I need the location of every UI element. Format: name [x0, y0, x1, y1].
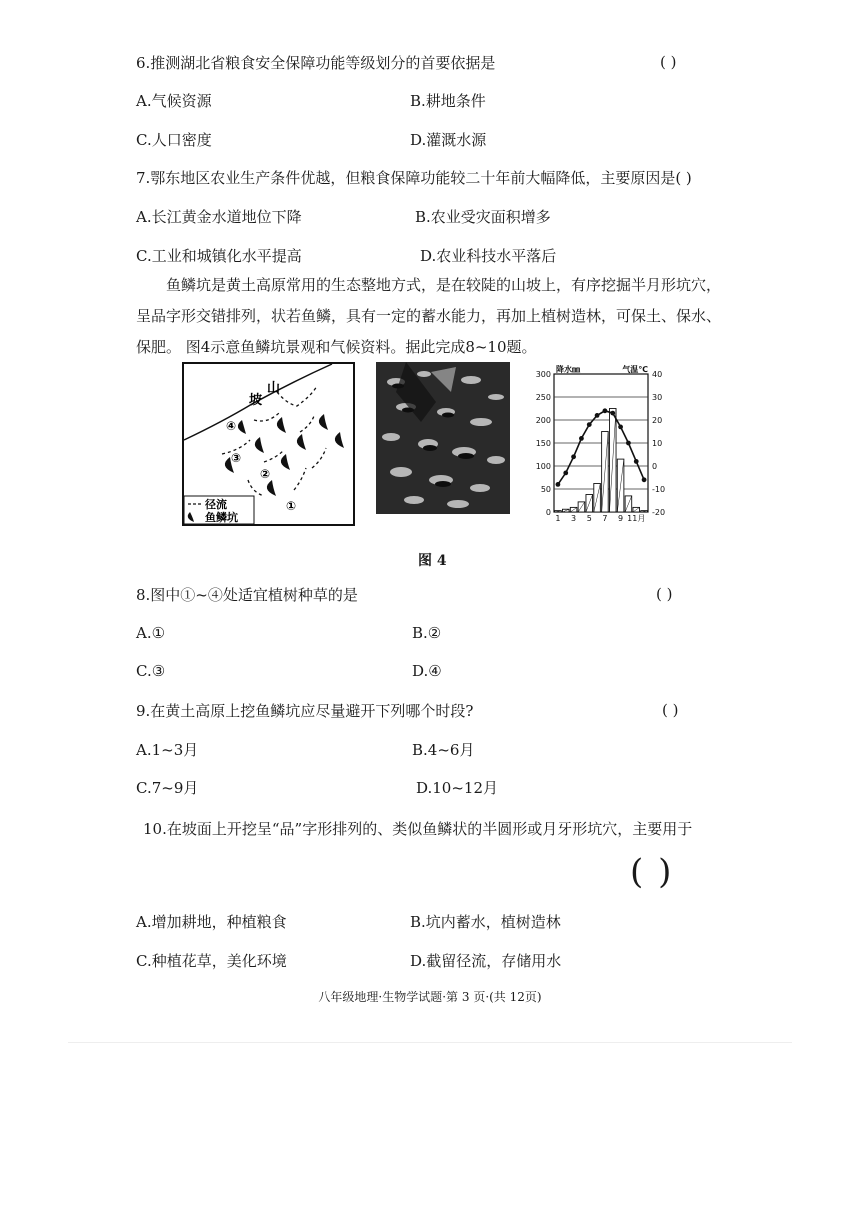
y-right-tick: 0	[652, 462, 658, 471]
q10-option-b: B.坑内蓄水，植树造林	[410, 913, 561, 931]
figure-photo	[376, 362, 510, 514]
q10-option-d: D.截留径流，存储用水	[410, 952, 562, 970]
q8-option-a: A.①	[136, 624, 166, 642]
y-right-tick: -20	[652, 508, 666, 517]
page-divider	[68, 1042, 792, 1043]
x-tick: 5	[586, 514, 592, 523]
figure-climate-chart	[526, 364, 676, 524]
q7-option-c: C.工业和城镇化水平提高	[136, 247, 302, 265]
marker-1: ①	[286, 499, 297, 513]
y-left-tick: 200	[535, 416, 551, 425]
q9-answer-paren: ( )	[662, 701, 679, 719]
x-tick: 11月	[627, 514, 646, 523]
passage: 鱼鳞坑是黄土高原常用的生态整地方式，是在较陡的山坡上，有序挖掘半月形坑穴，呈品字形交错排列，状若鱼鳞，具有一定的蓄水能力，再加上植树造林，可保土、保水、保肥。 图4示意鱼鳞坑景观和气候资料。据此完成8~10题。	[136, 276, 722, 356]
marker-3: ③	[231, 451, 242, 465]
q7-option-d: D.农业科技水平落后	[420, 247, 557, 265]
y-left-tick: 0	[545, 508, 551, 517]
q7-option-a: A.长江黄金水道地位下降	[136, 208, 302, 226]
q10-answer-paren: ( )	[630, 852, 674, 892]
marker-2: ②	[260, 467, 271, 481]
map-mountain-label: 山	[267, 381, 281, 396]
precip-axis-label: 降水㎜	[556, 365, 580, 374]
temperature-point	[579, 436, 584, 441]
q6-option-d: D.灌溉水源	[410, 131, 487, 149]
q10-stem: 10.在坡面上开挖呈“品”字形排列的、类似鱼鳞状的半圆形或月牙形坑穴，主要用于	[143, 820, 693, 838]
q9-option-b: B.4~6月	[412, 741, 475, 759]
q9-option-d: D.10~12月	[416, 779, 499, 797]
figure-caption: 图 4	[418, 553, 447, 569]
q6-stem: 6.推测湖北省粮食安全保障功能等级划分的首要依据是	[136, 54, 496, 72]
temperature-point	[642, 477, 647, 482]
q8-option-c: C.③	[136, 662, 166, 680]
y-right-tick: 40	[652, 370, 663, 379]
y-left-tick: 300	[535, 370, 551, 379]
temperature-point	[618, 425, 623, 430]
q9-stem: 9.在黄土高原上挖鱼鳞坑应尽量避开下列哪个时段?	[136, 702, 474, 720]
x-tick: 7	[602, 514, 608, 523]
q8-stem: 8.图中①~④处适宜植树种草的是	[136, 586, 358, 604]
temperature-point	[587, 422, 592, 427]
temperature-point	[626, 441, 631, 446]
q8-answer-paren: ( )	[656, 585, 673, 603]
legend-pit: 鱼鳞坑	[205, 511, 238, 524]
y-right-tick: 20	[652, 416, 663, 425]
temperature-point	[556, 482, 561, 487]
y-right-tick: -10	[652, 485, 666, 494]
q8-option-d: D.④	[412, 662, 442, 680]
y-left-tick: 250	[535, 393, 551, 402]
q9-option-c: C.7~9月	[136, 779, 199, 797]
q10-option-c: C.种植花草，美化环境	[136, 952, 287, 970]
q8-option-b: B.②	[412, 624, 442, 642]
y-right-tick: 30	[652, 393, 663, 402]
q6-option-c: C.人口密度	[136, 131, 212, 149]
figure-map	[182, 362, 355, 526]
temperature-point	[603, 408, 608, 413]
x-tick: 1	[555, 514, 561, 523]
q7-option-b: B.农业受灾面积增多	[415, 208, 551, 226]
y-left-tick: 150	[535, 439, 551, 448]
q7-stem: 7.鄂东地区农业生产条件优越，但粮食保障功能较二十年前大幅降低，主要原因是( )	[136, 169, 692, 187]
temperature-point	[634, 459, 639, 464]
legend-runoff: 径流	[205, 498, 227, 511]
q10-option-a: A.增加耕地，种植粮食	[136, 913, 287, 931]
q6-option-b: B.耕地条件	[410, 92, 486, 110]
y-left-tick: 50	[540, 485, 551, 494]
map-slope-label: 坡	[249, 393, 263, 408]
page-footer: 八年级地理·生物学试题·第 3 页·(共 12页)	[318, 990, 542, 1004]
temperature-point	[610, 411, 615, 416]
x-tick: 9	[618, 514, 624, 523]
temperature-point	[595, 413, 600, 418]
q6-answer-paren: ( )	[660, 53, 677, 71]
q6-option-a: A.气候资源	[136, 92, 212, 110]
temp-axis-label: 气温℃	[622, 365, 648, 374]
y-left-tick: 100	[535, 462, 551, 471]
x-tick: 3	[571, 514, 577, 523]
temperature-point	[563, 471, 568, 476]
y-right-tick: 10	[652, 439, 663, 448]
q9-option-a: A.1~3月	[136, 741, 199, 759]
temperature-point	[571, 454, 576, 459]
marker-4: ④	[226, 419, 237, 433]
